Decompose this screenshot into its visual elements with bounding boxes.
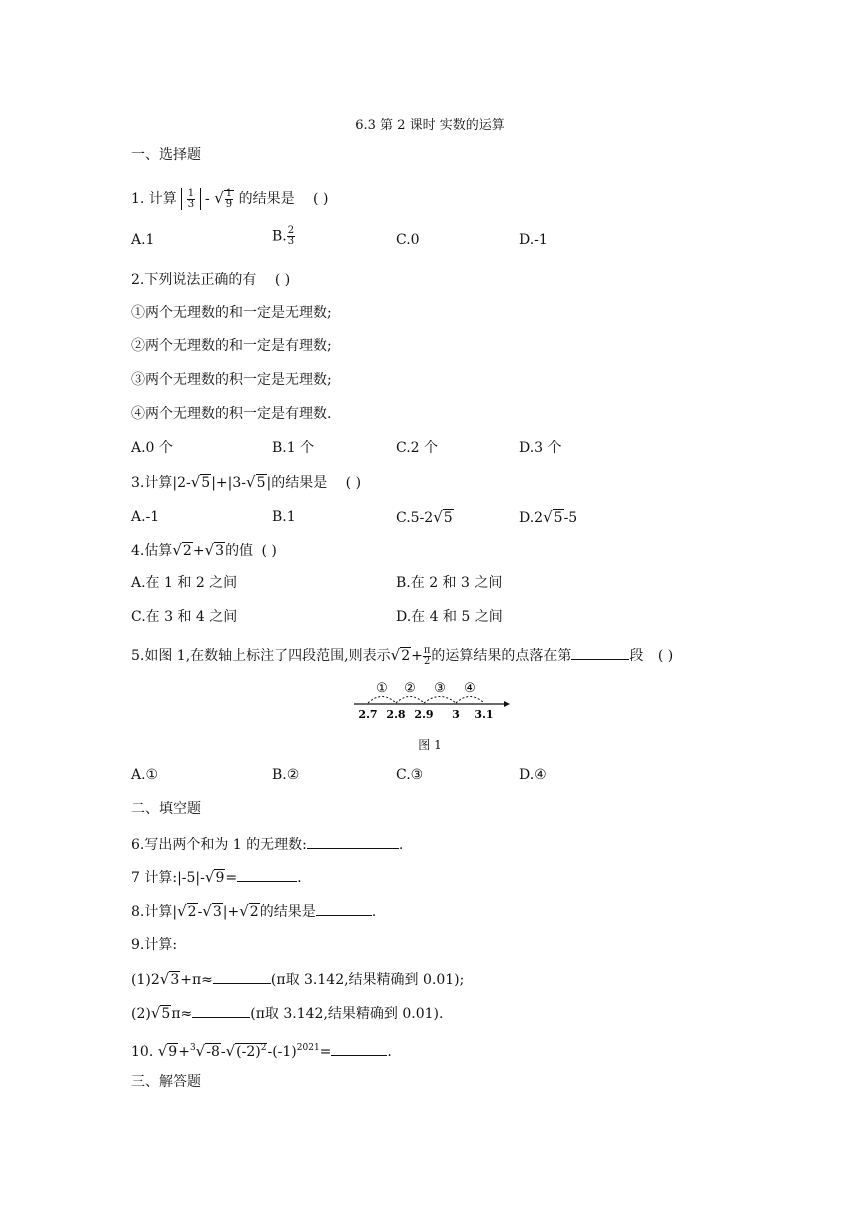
question-10 — [131, 1038, 392, 1062]
q4-part-1: 4.估算 — [131, 543, 173, 559]
segment-arc-3 — [424, 697, 456, 704]
q10-part-2: -(-1) — [267, 1044, 297, 1060]
q10-equals: = — [319, 1044, 332, 1060]
q2-statement-2: ②两个无理数的和一定是有理数; — [131, 338, 332, 354]
section-heading-solve: 三、解答题 — [131, 1074, 201, 1090]
q5-part-1: 5.如图 1,在数轴上标注了四段范围,则表示 — [131, 648, 391, 664]
q3-part-2: |+|3- — [211, 475, 247, 491]
q4-sqrt-1: √2 — [172, 541, 192, 559]
q5-frac-num: π — [423, 644, 431, 656]
q10-plus: + — [178, 1044, 190, 1060]
q7-blank[interactable] — [237, 867, 297, 882]
number-line-arrow — [504, 701, 510, 707]
q1-root-num: 1 — [225, 187, 233, 199]
q3-option-c — [396, 507, 454, 528]
question-8 — [131, 901, 376, 922]
abs-bar-right — [200, 188, 201, 210]
q3-optd-sqrt: √5 — [543, 508, 563, 526]
abs-bar-left — [181, 188, 182, 210]
q1-frac-num: 1 — [187, 187, 195, 199]
tick-label-3-1: 3.1 — [474, 708, 494, 721]
q5-option-a: A.① — [131, 767, 159, 783]
q10-part-4: . — [387, 1044, 392, 1060]
q3-optc-sqrt: √5 — [433, 508, 453, 526]
q9-l2-mid: π≈ — [171, 1006, 193, 1022]
q2-stem: 2.下列说法正确的有 — [131, 272, 257, 288]
q8-blank[interactable] — [316, 901, 372, 916]
q7-sqrt: √9 — [204, 868, 225, 886]
q2-statement-3: ③两个无理数的积一定是无理数; — [131, 372, 332, 388]
question-9: 9.计算: — [131, 937, 178, 953]
q9-part-1 — [131, 969, 464, 990]
q1-answer-paren: ( ) — [313, 191, 329, 207]
q10-cube-index: 3 — [189, 1043, 196, 1053]
q10-blank[interactable] — [331, 1041, 387, 1056]
q4-sqrt-2: √3 — [204, 541, 225, 559]
q10-cbrt: √-8 — [195, 1042, 220, 1060]
q7-equals: = — [225, 870, 238, 886]
segment-arc-4 — [456, 697, 484, 704]
q1-optb-num: 2 — [287, 225, 295, 236]
q10-number: 10. — [131, 1044, 154, 1060]
question-4 — [131, 540, 277, 561]
question-2 — [131, 270, 290, 290]
q9-l2-post: (π取 3.142,结果精确到 0.01). — [250, 1006, 444, 1022]
q9-l1-sqrt: √3 — [159, 970, 180, 988]
q9-l1-mid: +π≈ — [180, 972, 213, 988]
q8-part-4: . — [371, 904, 377, 920]
section-heading-fill: 二、填空题 — [131, 801, 201, 817]
q3-optd-pre: D.2 — [519, 510, 544, 526]
segment-label-3: ③ — [434, 681, 446, 696]
q3-part-1: 3.计算|2- — [131, 475, 191, 491]
section-heading-choice: 一、选择题 — [131, 147, 201, 163]
q4-option-b: B.在 2 和 3 之间 — [396, 575, 503, 591]
q9-l2-pre: (2) — [131, 1006, 151, 1022]
q10-r3: (-2) — [236, 1044, 261, 1060]
q6-part-1: 6.写出两个和为 1 的无理数: — [131, 837, 307, 853]
q3-option-b: B.1 — [272, 509, 296, 525]
q1-optb-den: 3 — [287, 236, 295, 247]
segment-label-1: ① — [376, 681, 388, 696]
q1-frac-den: 3 — [187, 198, 195, 210]
q3-option-a: A.-1 — [131, 509, 160, 525]
q3-sqrt-2: √5 — [246, 473, 266, 491]
q6-blank[interactable] — [307, 834, 399, 849]
q1-minus: - — [205, 191, 210, 207]
q8-sqrt-3: √2 — [239, 902, 259, 920]
q4-option-a: A.在 1 和 2 之间 — [131, 575, 238, 591]
q3-option-d — [519, 507, 577, 528]
q1-suffix: 的结果是 — [238, 191, 295, 207]
question-7 — [131, 867, 302, 888]
q5-blank[interactable] — [571, 645, 629, 660]
q5-sqrt: √2 — [390, 646, 411, 664]
q10-minus: - — [220, 1044, 226, 1060]
question-6 — [131, 834, 403, 855]
q2-option-d: D.3 个 — [519, 440, 562, 456]
q5-answer-paren: ( ) — [657, 648, 674, 664]
tick-label-2-8: 2.8 — [386, 708, 406, 721]
q1-option-a: A.1 — [131, 232, 155, 248]
q2-option-c: C.2 个 — [396, 440, 439, 456]
figure-caption: 图 1 — [418, 738, 442, 752]
page-title: 6.3 第 2 课时 实数的运算 — [355, 118, 505, 133]
q1-option-c: C.0 — [396, 232, 420, 248]
q9-l2-blank[interactable] — [192, 1003, 250, 1018]
q5-option-d: D.④ — [519, 767, 547, 783]
q10-exponent: 2021 — [296, 1043, 320, 1053]
q1-sqrt: √ $\frac{1}{9}$ — [214, 187, 233, 210]
q1-root-den: 9 — [225, 198, 233, 210]
q8-part-3: 的结果是 — [259, 904, 316, 920]
q2-statement-4: ④两个无理数的积一定是有理数. — [131, 406, 332, 422]
q1-prefix: 1. 计算 — [131, 191, 177, 207]
q1-option-b-label: B. — [272, 228, 287, 245]
q1-option-b — [272, 226, 295, 247]
q10-sqrt-2: $√(-2)^2$ — [225, 1042, 267, 1060]
q5-frac-den: 2 — [423, 655, 431, 667]
q8-sqrt-1: √2 — [177, 902, 197, 920]
tick-label-2-9: 2.9 — [414, 708, 434, 721]
q1-fraction — [187, 189, 195, 210]
number-line-figure — [350, 676, 510, 721]
question-5 — [131, 645, 673, 667]
q1-option-d: D.-1 — [519, 232, 548, 248]
tick-label-3: 3 — [452, 708, 460, 721]
q9-l1-post: (π取 3.142,结果精确到 0.01); — [270, 972, 465, 988]
q4-option-c: C.在 3 和 4 之间 — [131, 609, 238, 625]
q8-minus: - — [197, 904, 203, 920]
q3-answer-paren: ( ) — [345, 475, 362, 491]
q5-plus: + — [411, 648, 423, 664]
q5-option-c: C.③ — [396, 767, 424, 783]
q7-part-3: . — [297, 870, 302, 886]
q2-option-a: A.0 个 — [131, 440, 173, 456]
q9-l1-blank[interactable] — [213, 969, 271, 984]
q9-l2-sqrt: √5 — [150, 1004, 171, 1022]
q7-part-1: 7 计算:|-5|- — [131, 870, 205, 886]
q3-part-3: |的结果是 — [266, 475, 328, 491]
q6-part-2: . — [398, 837, 404, 853]
q3-optc-pre: C.5-2 — [396, 510, 434, 526]
q3-sqrt-1: √5 — [190, 473, 211, 491]
q5-part-2: 的运算结果的点落在第 — [431, 648, 572, 664]
q10-sqrt-1: √9 — [157, 1042, 178, 1060]
q4-answer-paren: ( ) — [261, 543, 277, 559]
question-1 — [131, 188, 328, 210]
q10-square: 2 — [260, 1043, 267, 1053]
tick-label-2-7: 2.7 — [358, 708, 378, 721]
q2-answer-paren: ( ) — [274, 272, 291, 288]
q3-optd-post: -5 — [563, 510, 578, 526]
q9-part-2 — [131, 1003, 443, 1024]
q4-option-d: D.在 4 和 5 之间 — [396, 609, 503, 625]
q5-part-3: 段 — [629, 648, 644, 664]
q9-l1-pre: (1)2 — [131, 972, 160, 988]
q5-option-b: B.② — [272, 767, 300, 783]
q2-option-b: B.1 个 — [272, 440, 315, 456]
q8-part-2: |+ — [222, 904, 240, 920]
q8-part-1: 8.计算| — [131, 904, 178, 920]
segment-arc-1 — [368, 697, 396, 704]
segment-label-2: ② — [404, 681, 416, 696]
q2-statement-1: ①两个无理数的和一定是无理数; — [131, 305, 332, 321]
segment-label-4: ④ — [464, 681, 476, 696]
q4-plus: + — [192, 543, 205, 559]
segment-arc-2 — [396, 697, 424, 704]
q8-sqrt-2: √3 — [202, 902, 222, 920]
q4-part-2: 的值 — [225, 543, 254, 559]
question-3 — [131, 472, 361, 493]
